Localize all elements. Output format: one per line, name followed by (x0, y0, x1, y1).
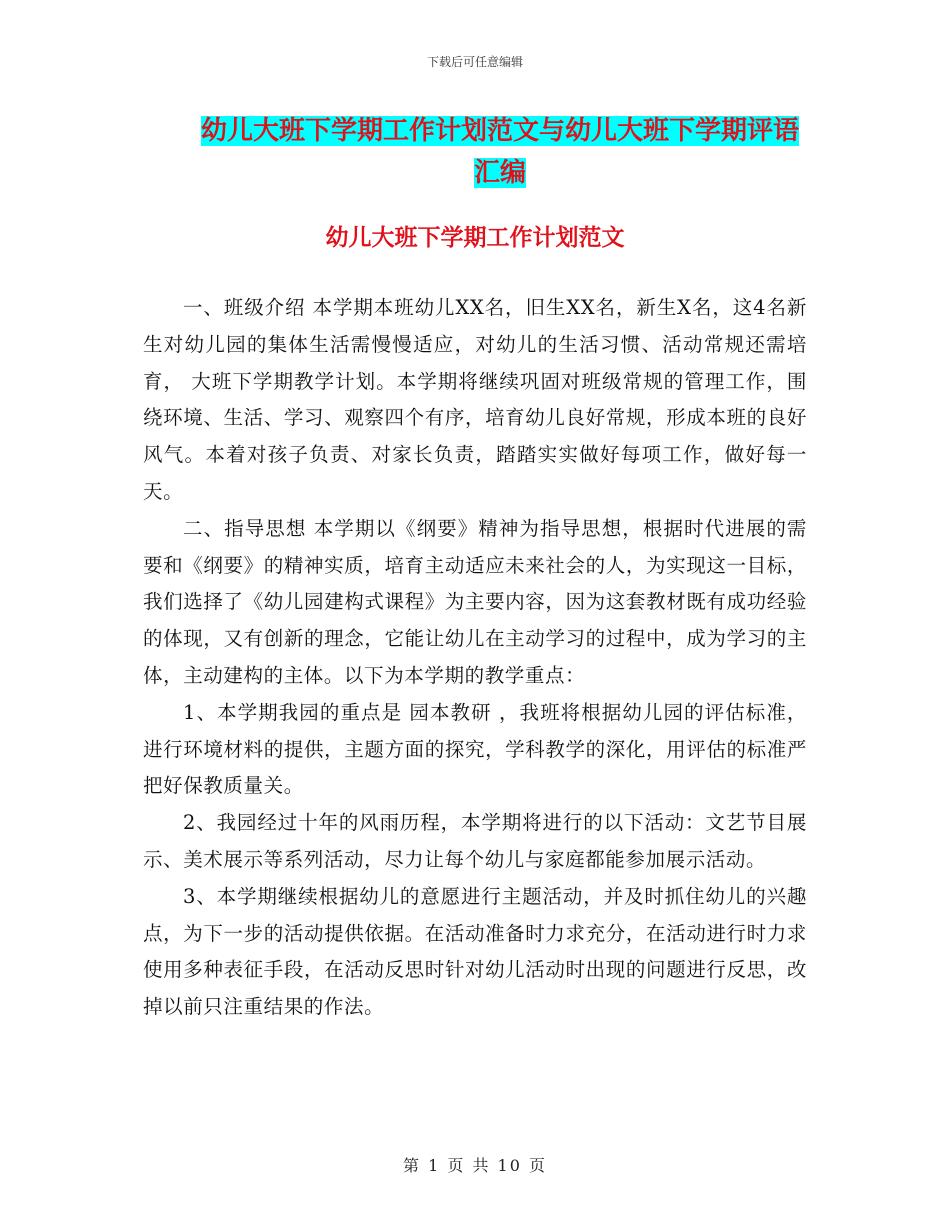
paragraph-class-intro: 一、班级介绍 本学期本班幼儿XX名，旧生XX名，新生X名，这4名新生对幼儿园的集体生活需慢慢适应，对幼儿的生活习惯、活动常规还需培育， 大班下学期教学计划。本学期将继续巩固对班级常规的管理工作，围绕环境、生活、学习、观察四个有序，培育幼儿良好常规，形成本班的良好风气。本着对孩子负责、对家长负责，踏踏实实做好每项工作，做好每一天。 (143, 296, 807, 503)
paragraph-point-3: 3、本学期继续根据幼儿的意愿进行主题活动，并及时抓住幼儿的兴趣点，为下一步的活动提供依据。在活动准备时力求充分，在活动进行时力求使用多种表征手段，在活动反思时针对幼儿活动时出现的问题进行反思，改掉以前只注重结果的作法。 (143, 884, 807, 1019)
document-title-text: 幼儿大班下学期工作计划范文与幼儿大班下学期评语汇编 (200, 116, 799, 188)
paragraph-point-1: 1、本学期我园的重点是 园本教研 ，我班将根据幼儿园的评估标准，进行环境材料的提供，主题方面的探究，学科教学的深化，用评估的标准严把好保教质量关。 (143, 700, 807, 798)
paragraph-guiding-thought: 二、指导思想 本学期以《纲要》精神为指导思想，根据时代进展的需要和《纲要》的精神实质，培育主动适应未来社会的人，为实现这一目标，我们选择了《幼儿园建构式课程》为主要内容，因为这套教材既有成功经验的体现，又有创新的理念，它能让幼儿在主动学习的过程中，成为学习的主体，主动建构的主体。以下为本学期的教学重点： (143, 516, 807, 687)
section-title: 幼儿大班下学期工作计划范文 (325, 225, 625, 251)
page-footer: 第 1 页 共 10 页 (403, 1156, 547, 1175)
header-note: 下载后可任意编辑 (426, 55, 523, 69)
document-title (190, 110, 810, 194)
body-text (143, 290, 807, 1026)
paragraph-point-2: 2、我园经过十年的风雨历程，本学期将进行的以下活动：文艺节目展示、美术展示等系列活动，尽力让每个幼儿与家庭都能参加展示活动。 (143, 811, 807, 871)
